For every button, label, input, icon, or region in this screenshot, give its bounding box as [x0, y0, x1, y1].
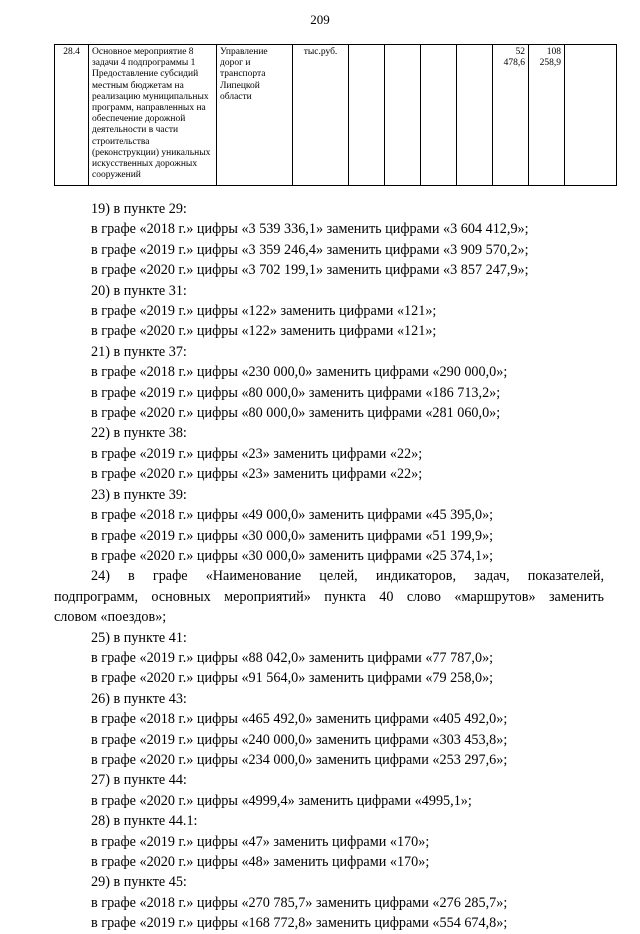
text-line: в графе «2019 г.» цифры «47» заменить цифрами «170»;	[91, 833, 430, 850]
text-line: в графе «2018 г.» цифры «3 539 336,1» заменить цифрами «3 604 412,9»;	[91, 221, 529, 238]
text-line: в графе «2020 г.» цифры «122» заменить цифрами «121»;	[91, 323, 437, 340]
text-line: в графе «2019 г.» цифры «3 359 246,4» заменить цифрами «3 909 570,2»;	[91, 241, 529, 258]
text-line: в графе «2019 г.» цифры «23» заменить цифрами «22»;	[91, 445, 423, 462]
value-cell	[457, 45, 493, 186]
value-cell	[385, 45, 421, 186]
text-line: в графе «2019 г.» цифры «240 000,0» заменить цифрами «303 453,8»;	[91, 731, 508, 748]
paragraph-24-line: 24) в графе «Наименование целей, индикаторов, задач, показателей,	[91, 568, 604, 585]
text-line: в графе «2018 г.» цифры «230 000,0» заменить цифрами «290 000,0»;	[91, 364, 508, 381]
text-line: в графе «2019 г.» цифры «122» заменить цифрами «121»;	[91, 303, 437, 320]
text-line: в графе «2018 г.» цифры «270 785,7» заменить цифрами «276 285,7»;	[91, 894, 508, 911]
text-line: 21) в пункте 37:	[91, 343, 187, 360]
document-body	[54, 199, 604, 934]
text-line: в графе «2018 г.» цифры «465 492,0» заменить цифрами «405 492,0»;	[91, 711, 508, 728]
paragraph-24-line: словом «поездов»;	[54, 609, 167, 626]
text-line: 27) в пункте 44:	[91, 772, 187, 789]
text-line: 25) в пункте 41:	[91, 629, 187, 646]
text-line: в графе «2020 г.» цифры «23» заменить цифрами «22»;	[91, 466, 423, 483]
value-cell: 108 258,9	[529, 45, 565, 186]
text-line: в графе «2020 г.» цифры «3 702 199,1» заменить цифрами «3 857 247,9»;	[91, 262, 529, 279]
text-line: 26) в пункте 43:	[91, 690, 187, 707]
text-line: 22) в пункте 38:	[91, 425, 187, 442]
value-cell	[349, 45, 385, 186]
text-line: 20) в пункте 31:	[91, 282, 187, 299]
page-number: 209	[310, 12, 330, 27]
text-line: в графе «2019 г.» цифры «30 000,0» заменить цифрами «51 199,9»;	[91, 527, 494, 544]
text-line: 23) в пункте 39:	[91, 486, 187, 503]
text-line: в графе «2020 г.» цифры «48» заменить цифрами «170»;	[91, 854, 430, 870]
text-line: 29) в пункте 45:	[91, 874, 187, 891]
paragraph-24-line: подпрограмм, основных мероприятий» пункта 40 слово «маршрутов» заменить	[54, 588, 604, 605]
text-line: в графе «2018 г.» цифры «49 000,0» заменить цифрами «45 395,0»;	[91, 507, 494, 524]
value-cell: 52 478,6	[493, 45, 529, 186]
text-line: в графе «2020 г.» цифры «80 000,0» заменить цифрами «281 060,0»;	[91, 405, 501, 422]
text-line: в графе «2020 г.» цифры «234 000,0» заменить цифрами «253 297,6»;	[91, 751, 508, 768]
value-cell	[565, 45, 617, 186]
text-line: в графе «2019 г.» цифры «168 772,8» заменить цифрами «554 674,8»;	[91, 915, 508, 932]
text-line: 19) в пункте 29:	[91, 201, 187, 217]
value-cell	[421, 45, 457, 186]
text-line: в графе «2019 г.» цифры «80 000,0» заменить цифрами «186 713,2»;	[91, 384, 501, 401]
text-line: в графе «2019 г.» цифры «88 042,0» заменить цифрами «77 787,0»;	[91, 649, 494, 666]
text-line: в графе «2020 г.» цифры «4999,4» заменить цифрами «4995,1»;	[91, 792, 472, 809]
text-line: в графе «2020 г.» цифры «30 000,0» заменить цифрами «25 374,1»;	[91, 547, 494, 564]
text-line: 28) в пункте 44.1:	[91, 813, 198, 830]
row-number-cell: 28.4	[55, 45, 89, 186]
program-table-row	[54, 44, 617, 186]
responsible-cell: Управление дорог и транспорта Липецкой области	[217, 45, 293, 186]
text-line: в графе «2020 г.» цифры «91 564,0» заменить цифрами «79 258,0»;	[91, 670, 494, 687]
event-name-cell: Основное мероприятие 8 задачи 4 подпрограммы 1 Предоставление субсидий местным бюджетам на реализацию муниципальных программ, направленных на обеспечение дорожной деятельности в части строительства (реконструкции) уникальных искусственных дорожных сооружений	[89, 45, 217, 186]
unit-cell: тыс.руб.	[293, 45, 349, 186]
